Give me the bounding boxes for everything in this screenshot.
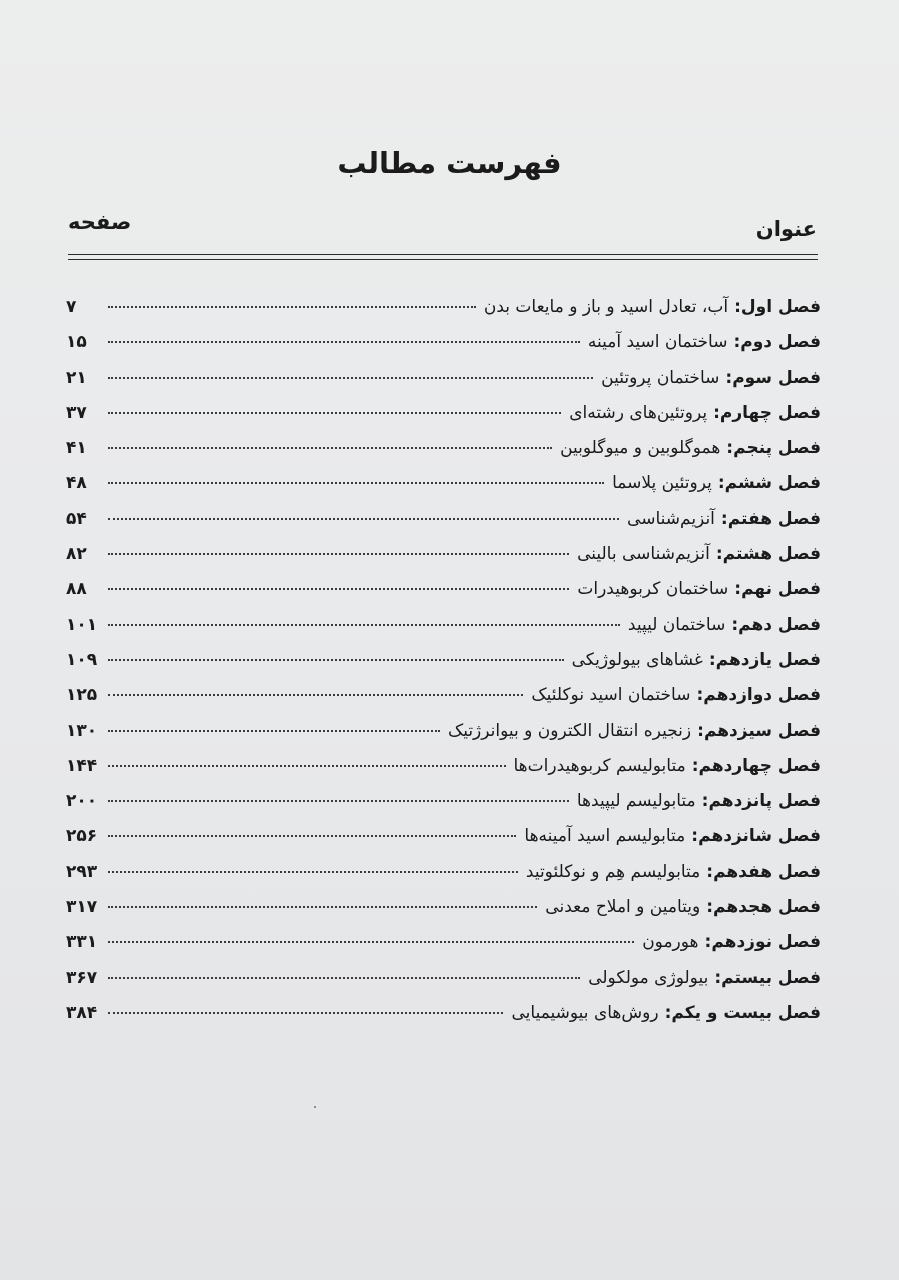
- chapter-label: فصل چهارم: [719, 402, 821, 423]
- toc-entry: [66, 826, 821, 861]
- chapter-separator: :: [731, 614, 739, 635]
- chapter-subject: آب، تعادل اسید و باز و مایعات بدن: [483, 297, 729, 317]
- dot-leader: [108, 1012, 503, 1014]
- chapter-separator: :: [714, 967, 722, 988]
- toc-entry: [66, 509, 821, 544]
- page-number: ۴۱: [66, 438, 87, 459]
- page-number: ۱۰۱: [66, 614, 98, 635]
- chapter-subject: هموگلوبین و میوگلوبین: [560, 438, 721, 459]
- toc-entry: [66, 615, 821, 650]
- table-of-contents: [66, 297, 821, 1038]
- toc-entry: [66, 968, 821, 1003]
- chapter-label: فصل سوم: [732, 367, 821, 388]
- chapter-subject: بیولوژی مولکولی: [588, 967, 709, 988]
- dot-leader: [108, 518, 619, 520]
- dot-leader: [108, 694, 523, 696]
- page-number: ۸۲: [66, 544, 87, 565]
- chapter-separator: :: [715, 544, 723, 565]
- page-number: ۱۲۵: [66, 685, 98, 706]
- dot-leader: [108, 341, 580, 343]
- page-number: ۳۷: [66, 402, 87, 423]
- dot-leader: [108, 659, 564, 661]
- chapter-subject: ساختمان لیپید: [627, 614, 726, 635]
- toc-entry: [66, 791, 821, 826]
- page-number: ۲۵۶: [66, 826, 98, 847]
- dot-leader: [108, 977, 580, 979]
- header-rule-top: [68, 254, 818, 255]
- chapter-separator: :: [725, 367, 733, 388]
- page-number: ۷: [66, 297, 77, 317]
- chapter-subject: آنزیم‌شناسی بالینی: [577, 544, 710, 565]
- paper-speck: [314, 1106, 316, 1108]
- chapter-label: فصل هفدهم: [713, 861, 821, 882]
- page-number: ۲۰۰: [66, 791, 98, 812]
- dot-leader: [108, 906, 537, 908]
- chapter-label: فصل ششم: [724, 473, 821, 494]
- chapter-label: فصل چهاردهم: [698, 755, 821, 776]
- chapter-subject: ساختمان کربوهیدرات: [577, 579, 729, 600]
- chapter-label: فصل پنجم: [733, 438, 821, 459]
- chapter-separator: :: [697, 720, 704, 741]
- toc-entry: [66, 862, 821, 897]
- chapter-label: فصل هفتم: [727, 508, 821, 529]
- page-number: ۳۶۷: [66, 967, 98, 988]
- chapter-subject: متابولیسم اسید آمینه‌ها: [524, 826, 686, 847]
- page-number: ۱۵: [66, 332, 87, 353]
- page-number: ۵۴: [66, 508, 87, 529]
- chapter-subject: غشاهای بیولوژیکی: [571, 649, 703, 670]
- header-rule-bottom: [68, 259, 818, 260]
- chapter-separator: :: [708, 649, 716, 670]
- dot-leader: [108, 412, 561, 414]
- chapter-separator: :: [706, 861, 714, 882]
- chapter-subject: ساختمان اسید آمینه: [587, 332, 728, 353]
- toc-entry: [66, 403, 821, 438]
- chapter-label: فصل نوزدهم: [711, 932, 821, 953]
- chapter-subject: متابولیسم لیپیدها: [576, 791, 696, 812]
- dot-leader: [108, 871, 518, 873]
- dot-leader: [108, 553, 569, 555]
- chapter-subject: پروتئین‌های رشته‌ای: [569, 402, 708, 423]
- toc-entry: [66, 1003, 821, 1038]
- chapter-subject: متابولیسم هِم و نوکلئوتید: [525, 861, 701, 882]
- chapter-label: فصل بیست و یکم: [671, 1002, 821, 1023]
- toc-entry: [66, 368, 821, 403]
- dot-leader: [108, 941, 634, 943]
- page-number: ۳۳۱: [66, 932, 98, 953]
- page-title: فهرست مطالب: [337, 146, 562, 180]
- toc-entry: [66, 932, 821, 967]
- page-number: ۳۸۴: [66, 1002, 98, 1023]
- chapter-label: فصل یازدهم: [715, 649, 821, 670]
- page-number: ۱۳۰: [66, 720, 98, 741]
- chapter-subject: متابولیسم کربوهیدرات‌ها: [513, 755, 686, 776]
- dot-leader: [108, 306, 476, 308]
- toc-entry: [66, 473, 821, 508]
- chapter-label: فصل شانزدهم: [698, 826, 821, 847]
- dot-leader: [108, 835, 516, 837]
- chapter-separator: :: [713, 402, 720, 423]
- chapter-separator: :: [733, 332, 741, 353]
- chapter-separator: :: [726, 438, 734, 459]
- dot-leader: [108, 624, 620, 626]
- toc-entry: [66, 721, 821, 756]
- toc-entry: [66, 579, 821, 614]
- chapter-label: فصل هشتم: [722, 544, 821, 565]
- chapter-subject: روش‌های بیوشیمیایی: [511, 1002, 659, 1023]
- dot-leader: [108, 377, 593, 379]
- page-number: ۳۱۷: [66, 897, 98, 918]
- page-column-header: صفحه: [68, 210, 132, 234]
- chapter-separator: :: [734, 297, 741, 317]
- toc-entry: [66, 897, 821, 932]
- chapter-subject: زنجیره انتقال الکترون و بیوانرژتیک: [447, 720, 692, 741]
- chapter-subject: پروتئین پلاسما: [612, 473, 712, 494]
- chapter-separator: :: [691, 755, 699, 776]
- chapter-label: فصل اول: [740, 297, 821, 317]
- page-number: ۸۸: [66, 579, 87, 600]
- toc-entry: [66, 438, 821, 473]
- dot-leader: [108, 765, 506, 767]
- chapter-label: فصل پانزدهم: [708, 791, 821, 812]
- chapter-subject: ساختمان اسید نوکلئیک: [531, 685, 691, 706]
- dot-leader: [108, 730, 440, 732]
- toc-entry: [66, 297, 821, 332]
- chapter-separator: :: [664, 1002, 672, 1023]
- chapter-separator: :: [717, 473, 725, 494]
- toc-entry: [66, 332, 821, 367]
- chapter-separator: :: [691, 826, 699, 847]
- chapter-label: فصل دوم: [740, 332, 821, 353]
- chapter-separator: :: [704, 932, 712, 953]
- chapter-label: فصل نهم: [741, 579, 821, 600]
- toc-entry: [66, 544, 821, 579]
- chapter-label: فصل دوازدهم: [703, 685, 821, 706]
- chapter-label: فصل سیزدهم: [703, 720, 821, 741]
- page-number: ۲۱: [66, 367, 87, 388]
- chapter-label: فصل بیستم: [721, 967, 821, 988]
- chapter-separator: :: [706, 897, 714, 918]
- chapter-separator: :: [696, 685, 704, 706]
- dot-leader: [108, 800, 569, 802]
- page-number: ۴۸: [66, 473, 87, 494]
- page-number: ۱۴۴: [66, 755, 98, 776]
- title-column-header: عنوان: [755, 217, 817, 241]
- chapter-subject: ویتامین و املاح معدنی: [545, 897, 701, 918]
- chapter-separator: :: [734, 579, 742, 600]
- chapter-separator: :: [701, 791, 709, 812]
- chapter-label: فصل هجدهم: [713, 897, 821, 918]
- page-number: ۲۹۳: [66, 861, 98, 882]
- dot-leader: [108, 447, 552, 449]
- chapter-subject: آنزیم‌شناسی: [627, 508, 715, 529]
- chapter-separator: :: [720, 508, 728, 529]
- chapter-subject: هورمون: [642, 932, 699, 953]
- dot-leader: [108, 588, 569, 590]
- toc-entry: [66, 685, 821, 720]
- chapter-subject: ساختمان پروتئین: [601, 367, 720, 388]
- page-number: ۱۰۹: [66, 649, 98, 670]
- toc-entry: [66, 756, 821, 791]
- dot-leader: [108, 482, 604, 484]
- chapter-label: فصل دهم: [738, 614, 821, 635]
- toc-entry: [66, 650, 821, 685]
